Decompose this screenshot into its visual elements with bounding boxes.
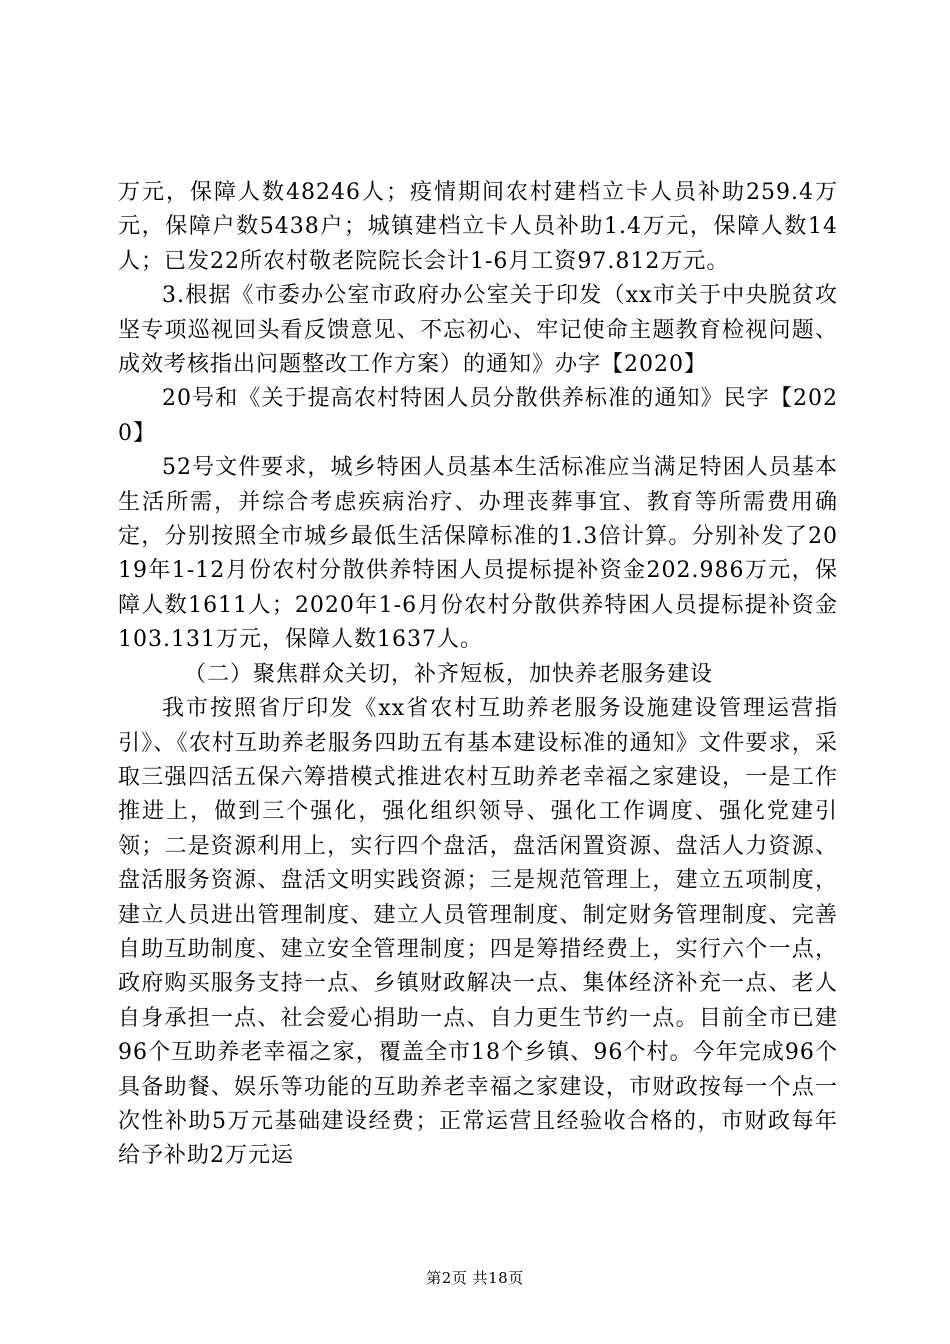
paragraph-1: 万元，保障人数48246人；疫情期间农村建档立卡人员补助259.4万元，保障户数5438户；城镇建档立卡人员补助1.4万元，保障人数14人；已发22所农村敬老院院长会计1-6月工资97.812万元。 [118, 180, 838, 274]
page-footer: 第2页 共18页 [426, 1269, 524, 1287]
paragraph-4: 52号文件要求，城乡特困人员基本生活标准应当满足特困人员基本生活所需，并综合考虑疾病治疗、办理丧葬事宜、教育等所需费用确定，分别按照全市城乡最低生活保障标准的1.3倍计算。分别补发了2019年1-12月份农村分散供养特困人员提标提补资金202.986万元，保障人数1611人；2020年1-6月份农村分散供养特困人员提标提补资金103.131万元，保障人数1637人。 [118, 455, 838, 653]
paragraph-2: 3.根据《市委办公室市政府办公室关于印发（xx市关于中央脱贫攻坚专项巡视回头看反馈意见、不忘初心、牢记使命主题教育检视问题、成效考核指出问题整改工作方案）的通知》办字【2020】 [118, 283, 838, 378]
paragraph-5: 我市按照省厅印发《xx省农村互助养老服务设施建设管理运营指引》、《农村互助养老服务四助五有基本建设标准的通知》文件要求，采取三强四活五保六筹措模式推进农村互助养老幸福之家建设，一是工作推进上，做到三个强化，强化组织领导、强化工作调度、强化党建引领；二是资源利用上，实行四个盘活，盘活闲置资源、盘活人力资源、盘活服务资源、盘活文明实践资源；三是规范管理上，建立五项制度，建立人员进出管理制度、建立人员管理制度、制定财务管理制度、完善自助互助制度、建立安全管理制度；四是筹措经费上，实行六个一点，政府购买服务支持一点、乡镇财政解决一点、集体经济补充一点、老人自身承担一点、社会爱心捐助一点、自力更生节约一点。目前全市已建96个互助养老幸福之家，覆盖全市18个乡镇、96个村。今年完成96个具备助餐、娱乐等功能的互助养老幸福之家建设，市财政按每一个点一次性补助5万元基础建设经费；正常运营且经验收合格的，市财政每年给予补助2万元运 [118, 696, 838, 1169]
section-heading: （二）聚焦群众关切，补齐短板，加快养老服务建设 [184, 661, 714, 687]
paragraph-3: 20号和《关于提高农村特困人员分散供养标准的通知》民字【2020】 [118, 386, 838, 446]
document-body [118, 176, 838, 1174]
